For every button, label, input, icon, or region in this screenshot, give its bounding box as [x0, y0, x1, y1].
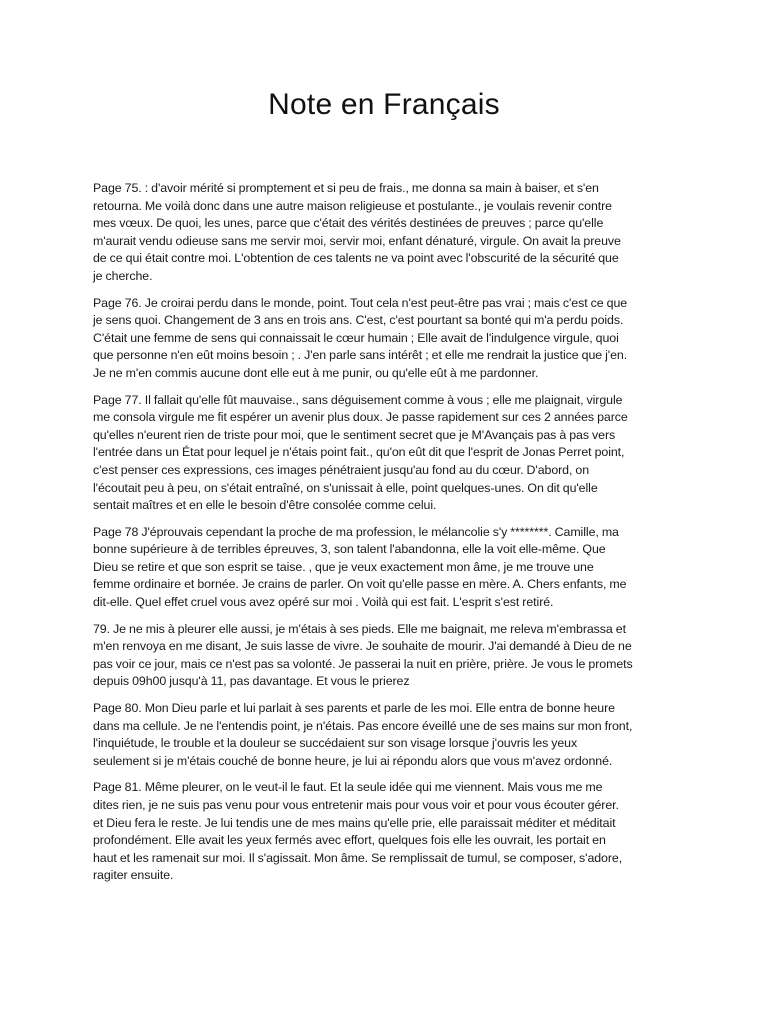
paragraph-page-75: Page 75. : d'avoir mérité si promptement et si peu de frais., me donna sa main à baiser, et s'en retourna. Me voilà donc dans une autre maison religieuse et postulante., je voulais revenir contre mes vœux. De quoi, les unes, parce que c'était des vérités destinées de preuves ; parce qu'elle m'aurait vendu odieuse sans me servir moi, servir moi, enfant dénaturé, virgule. On avait la preuve de ce qui était contre moi. L'obtention de ces talents ne va point avec l'obscurité de la sécurité que je cherche. [93, 181, 621, 283]
paragraph-page-81: Page 81. Même pleurer, on le veut-il le faut. Et la seule idée qui me viennent. Mais vous me me dites rien, je ne suis pas venu pour vous entretenir mais pour vous voir et pour vous écouter gérer. et Dieu fera le reste. Je lui tendis une de mes mains qu'elle prie, elle paraissait méditer et méditait profondément. Elle avait les yeux fermés avec effort, quelques fois elle les ouvrait, les portait en haut et les ramenait sur moi. Il s'agissait. Mon âme. Se remplissait de tumul, se composer, s'adore, ragiter ensuite. [93, 780, 623, 883]
paragraph-page-76: Page 76. Je croirai perdu dans le monde, point. Tout cela n'est peut-être pas vrai ; mais c'est ce que je sens quoi. Changement de 3 ans en trois ans. C'est, c'est pourtant sa bonté qui m'a perdu poids. C'était une femme de sens qui connaissait le cœur humain ; Elle avait de l'indulgence virgule, quoi que personne n'en eût moins besoin ; . J'en parle sans intérêt ; et elle me rendrait la justice que j'en. Je ne m'en commis aucune dont elle eut à me punir, ou qu'elle eût à me pardonner. [93, 295, 628, 380]
paragraph-page-80: Page 80. Mon Dieu parle et lui parlait à ses parents et parle de les moi. Elle entra de bonne heure dans ma cellule. Je ne l'entendis point, je n'étais. Pas encore éveillé une de ses mains sur mon front, l'inquiétude, le trouble et la douleur se succédaient sur son visage lorsque j'ouvris les yeux seulement si je m'étais couché de bonne heure, je lui ai répondu alors que vous m'avez ordonné. [93, 701, 633, 768]
document-title: Note en Français [268, 88, 500, 121]
paragraph-page-77: Page 77. Il fallait qu'elle fût mauvaise., sans déguisement comme à vous ; elle me plaignait, virgule me consola virgule me fit espérer un avenir plus doux. Je passe rapidement sur ces 2 années parce qu'elles n'eurent rien de triste pour moi, que le sentiment secret que je M'Avançais pas à pas vers l'entrée dans un État pour lequel je n'étais point fait., qu'on eût dit que l'esprit de Jonas Perret point, c'est penser ces expressions, ces images pénétraient jusqu'au fond au du cœur. D'abord, on l'écoutait peu à peu, on s'était entraîné, on s'unissait à elle, point quelques-unes. On dit qu'elle sentait maîtres et en elle le besoin d'être consolée comme celui. [93, 392, 628, 513]
paragraph-page-78: Page 78 J'éprouvais cependant la proche de ma profession, le mélancolie s'y ********. Camille, ma bonne supérieure à de terribles épreuves, 3, son talent l'abandonna, elle la voit elle-même. Que Dieu se retire et que son esprit se taise. , que je veux exactement mon âme, je me trouve une femme ordinaire et bornée. Je crains de parler. On voit qu'elle passe en mère. A. Chers enfants, me dit-elle. Quel effet cruel vous avez opéré sur moi . Voilà qui est fait. L'esprit s'est retiré. [93, 524, 627, 610]
document-body [93, 180, 679, 894]
paragraph-page-79: 79. Je ne mis à pleurer elle aussi, je m'étais à ses pieds. Elle me baignait, me releva m'embrassa et m'en renvoya en me disant, Je suis lasse de vivre. Je souhaite de mourir. J'ai demandé à Dieu de ne pas voir ce jour, mais ce n'est pas sa volonté. Je passerai la nuit en prière, prière. Je vous le promets depuis 09h00 jusqu'à 11, pas davantage. Et vous le prierez [93, 621, 633, 689]
